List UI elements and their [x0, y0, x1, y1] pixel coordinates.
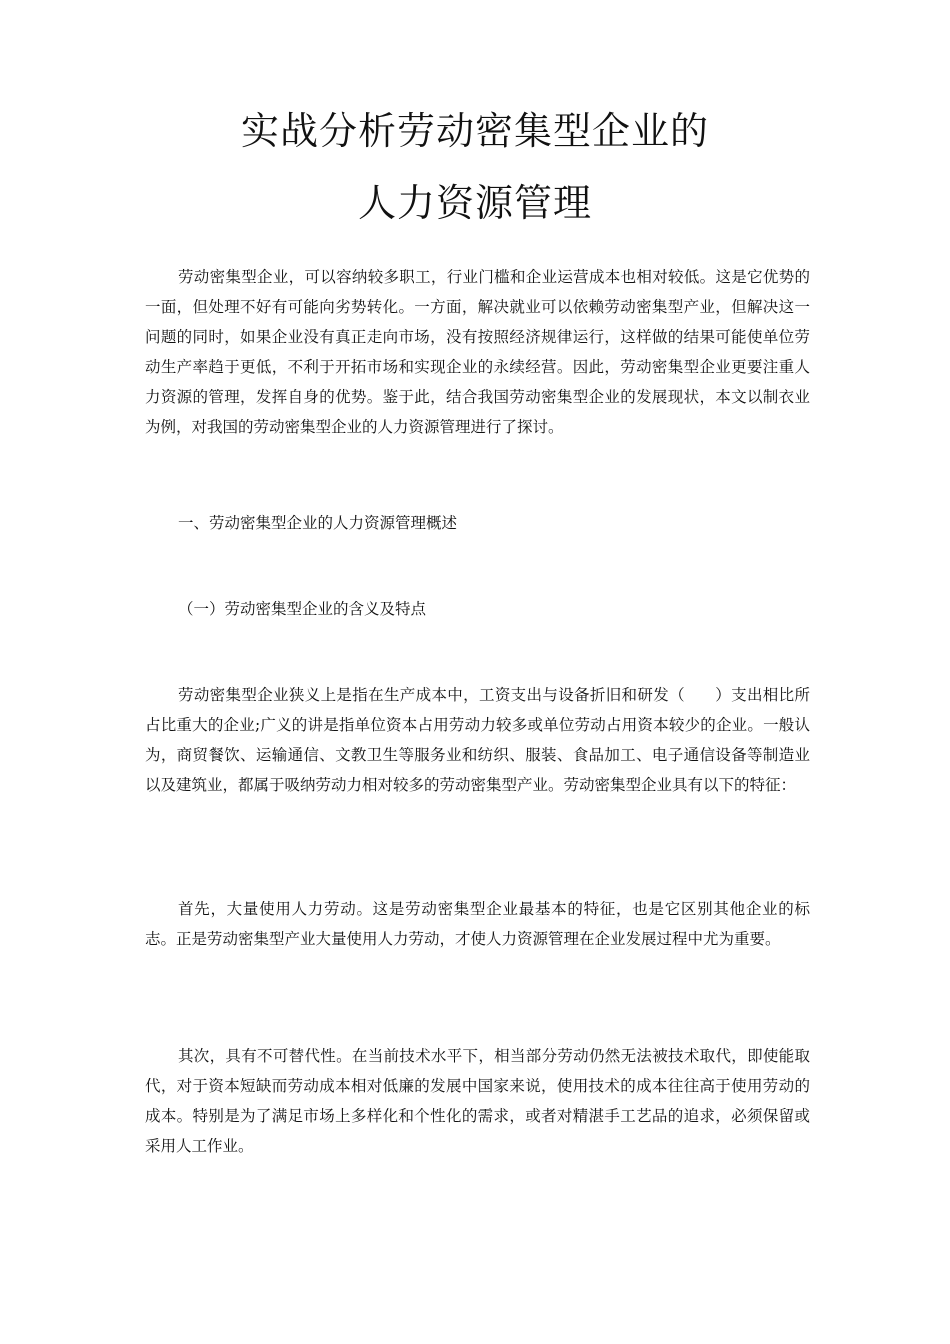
subsection-heading: （一）劳动密集型企业的含义及特点 — [178, 600, 427, 618]
document-title-line-1: 实战分析劳动密集型企业的 — [240, 109, 709, 153]
section-heading: 一、劳动密集型企业的人力资源管理概述 — [178, 514, 458, 532]
feature-first-paragraph: 首先，大量使用人力劳动。这是劳动密集型企业最基本的特征，也是它区别其他企业的标志。正是劳动密集型产业大量使用人力劳动，才使人力资源管理在企业发展过程中尤为重要。 — [145, 900, 810, 948]
definition-text-part-2: ）支出相比所占比重大的企业;广义的讲是指单位资本占用劳动力较多或单位劳动占用资本较少的企业。一般认为，商贸餐饮、运输通信、文教卫生等服务业和纺织、服装、食品加工、电子通信设备等制造业以及建筑业，都属于吸纳劳动力相对较多的劳动密集型产业。劳动密集型企业具有以下的特征： — [145, 686, 810, 794]
intro-paragraph: 劳动密集型企业，可以容纳较多职工，行业门槛和企业运营成本也相对较低。这是它优势的一面，但处理不好有可能向劣势转化。一方面，解决就业可以依赖劳动密集型产业，但解决这一问题的同时，如果企业没有真正走向市场，没有按照经济规律运行，这样做的结果可能使单位劳动生产率趋于更低，不利于开拓市场和实现企业的永续经营。因此，劳动密集型企业更要注重人力资源的管理，发挥自身的优势。鉴于此，结合我国劳动密集型企业的发展现状，本文以制衣业为例，对我国的劳动密集型企业的人力资源管理进行了探讨。 — [145, 268, 810, 436]
definition-text-part-1: 劳动密集型企业狭义上是指在生产成本中，工资支出与设备折旧和研发（ — [178, 686, 685, 704]
document-title-line-2: 人力资源管理 — [357, 181, 592, 225]
definition-paragraph — [145, 680, 810, 800]
feature-second-paragraph: 其次，具有不可替代性。在当前技术水平下，相当部分劳动仍然无法被技术取代，即使能取代，对于资本短缺而劳动成本相对低廉的发展中国家来说，使用技术的成本往往高于使用劳动的成本。特别是为了满足市场上多样化和个性化的需求，或者对精湛手工艺品的追求，必须保留或采用人工作业。 — [145, 1047, 810, 1155]
